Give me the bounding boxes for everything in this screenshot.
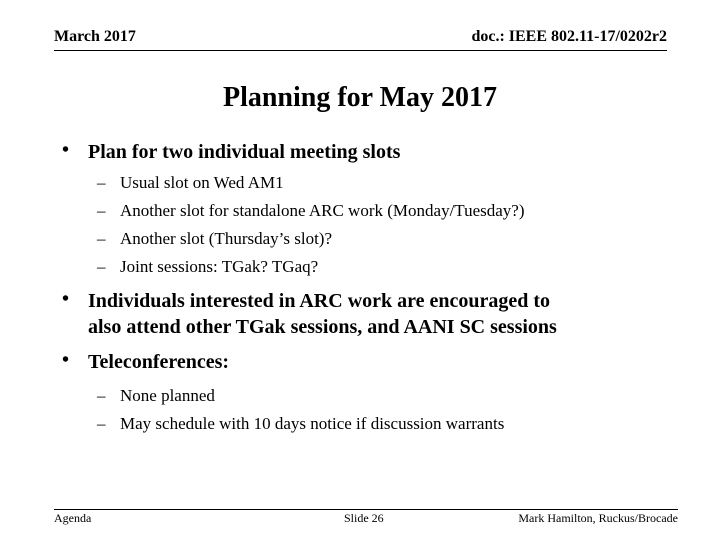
bullet-text: Plan for two individual meeting slots [88,141,401,163]
bullet-meeting-slots [62,139,400,165]
sub-bullet-text: Another slot for standalone ARC work (Monday/Tuesday?) [120,201,525,220]
dash-icon: – [97,414,106,433]
bullet-icon: • [62,288,70,310]
bullet-text: Teleconferences: [88,351,230,373]
bullet-text-line-2: also attend other TGak sessions, and AANI SC sessions [88,316,557,338]
header-doc-id: doc.: IEEE 802.11-17/0202r2 [471,28,667,45]
footer-author: Mark Hamilton, Ruckus/Brocade [518,511,678,525]
sub-bullet-text: Joint sessions: TGak? TGaq? [120,257,319,276]
slide-title: Planning for May 2017 [222,82,498,113]
bullet-icon: • [62,139,70,161]
footer-agenda: Agenda [54,511,92,525]
header-divider [54,50,667,51]
sub-bullet [97,169,525,197]
sub-bullet-list [97,169,525,281]
sub-bullet-text: None planned [120,386,215,405]
footer-divider [54,509,678,510]
dash-icon: – [97,257,106,276]
bullet-arc-work [62,288,557,340]
sub-bullet-list [97,382,504,438]
sub-bullet-text: Another slot (Thursday’s slot)? [120,229,332,248]
bullet-text-line-1: Individuals interested in ARC work are encouraged to [88,290,551,312]
sub-bullet [97,253,525,281]
footer-slide-number: Slide 26 [344,511,384,525]
dash-icon: – [97,173,106,192]
dash-icon: – [97,386,106,405]
sub-bullet-text: May schedule with 10 days notice if discussion warrants [120,414,505,433]
sub-bullet [97,410,504,438]
header-date: March 2017 [54,28,136,45]
sub-bullet [97,382,504,410]
bullet-teleconferences [62,349,229,375]
bullet-icon: • [62,349,70,371]
dash-icon: – [97,201,106,220]
sub-bullet-text: Usual slot on Wed AM1 [120,173,284,192]
sub-bullet [97,197,525,225]
dash-icon: – [97,229,106,248]
sub-bullet [97,225,525,253]
